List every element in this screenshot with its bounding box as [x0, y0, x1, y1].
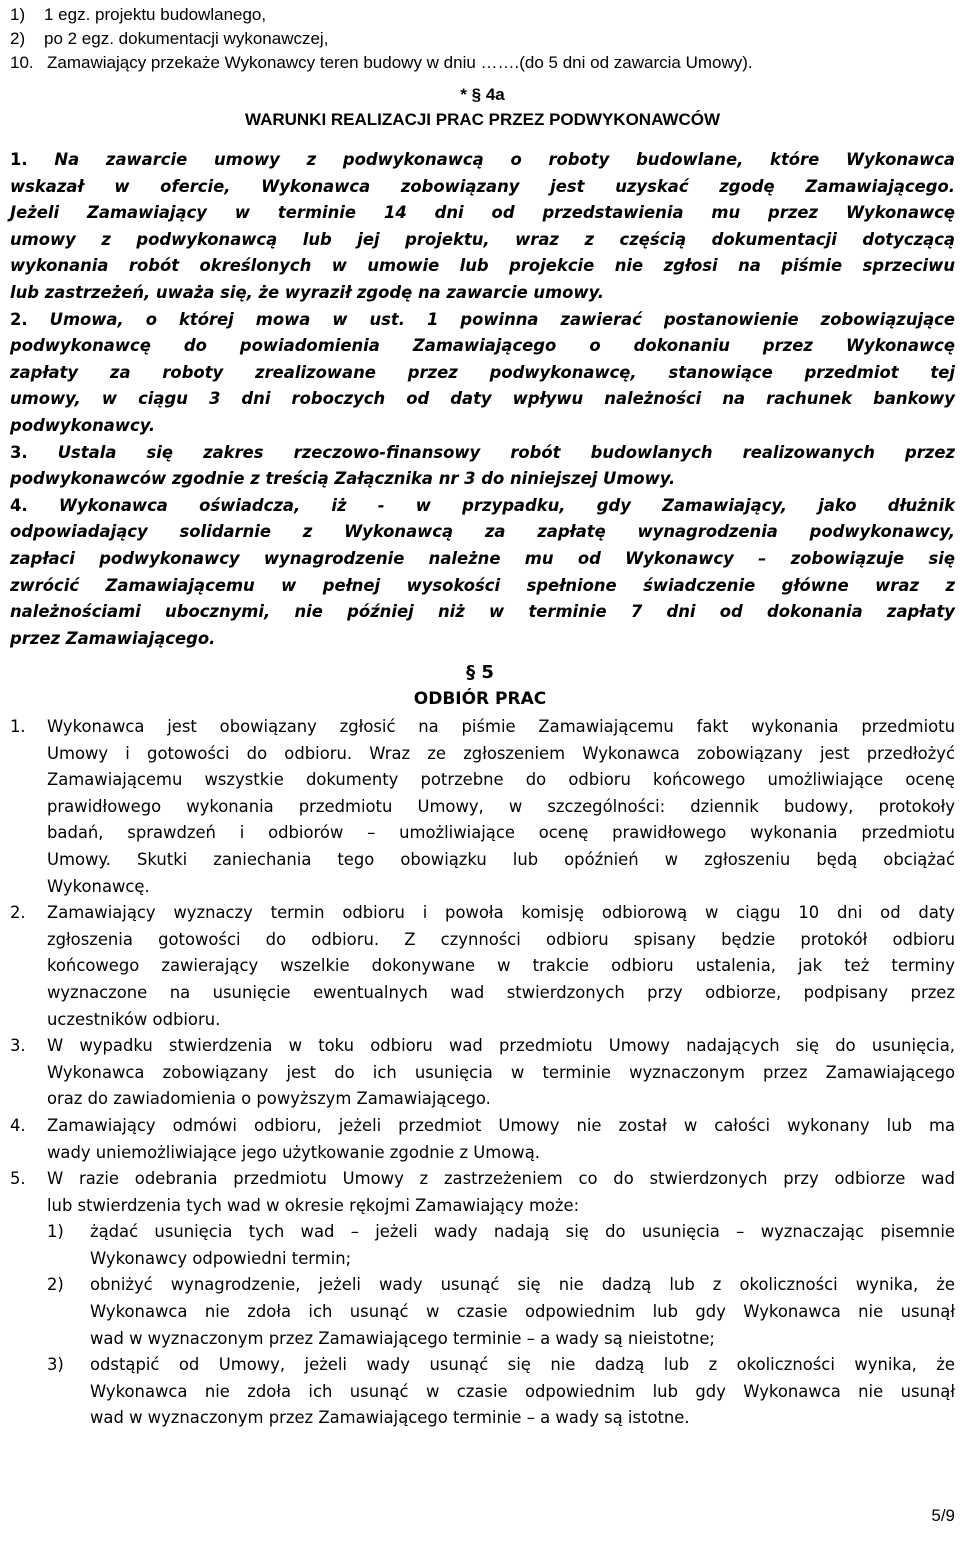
- point-text: Zamawiający przekaże Wykonawcy teren budowy w dniu …….(do 5 dni od zawarcia Umowy).: [47, 53, 753, 72]
- text-line: Wykonawcę.: [47, 876, 150, 896]
- list-item: [10, 3, 950, 27]
- text-line: wyznaczone na usunięcie ewentualnych wad stwierdzonych przy odbiorze, podpisany przez: [47, 982, 955, 1002]
- text-line: wad w wyznaczonym przez Zamawiającego terminie – a wady są nieistotne;: [90, 1328, 715, 1348]
- section-5-heading: [0, 660, 960, 712]
- text-line: prawidłowego wykonania przedmiotu Umowy, w szczególności: dziennik budowy, protokoły: [47, 796, 955, 816]
- paragraph-number: 3.: [10, 442, 58, 462]
- list-item: [0, 714, 955, 900]
- list-item: [10, 27, 950, 51]
- paragraph-line: [10, 386, 955, 413]
- list-item-number: 5.: [10, 1169, 26, 1189]
- sub-list-item: [0, 1352, 955, 1432]
- paragraph-text: wskazał w ofercie, Wykonawca zobowiązany jest uzyskać zgodę Zamawiającego.: [10, 176, 955, 196]
- paragraph-text: Wykonawca oświadcza, iż - w przypadku, gdy Zamawiający, jako dłużnik: [58, 495, 955, 515]
- paragraph-4: [10, 493, 955, 653]
- list-item-number: 3.: [10, 1036, 26, 1056]
- list-item-text: 1 egz. projektu budowlanego,: [44, 5, 267, 24]
- section-number: [10, 82, 955, 107]
- text-line: Zamawiający odmówi odbioru, jeżeli przedmiot Umowy nie został w całości wykonany lub ma: [47, 1115, 955, 1135]
- sub-list-item-number: 1): [47, 1222, 64, 1242]
- paragraph-line: [10, 227, 955, 254]
- top-list: [10, 3, 950, 75]
- text-line: odstąpić od Umowy, jeżeli wady usunąć się nie dadzą lub z okoliczności wynika, że: [90, 1355, 955, 1375]
- paragraph-line: [10, 253, 955, 280]
- text-line: Wykonawca zobowiązany jest do ich usunięcia w terminie wyznaczonym przez Zamawiającego: [47, 1062, 955, 1082]
- list-item-number: 1): [10, 5, 26, 24]
- paragraph-text: zwrócić Zamawiającemu w pełnej wysokości spełnione świadczenie główne wraz z: [10, 575, 955, 595]
- point-number: 10.: [10, 53, 34, 72]
- text-line: uczestników odbioru.: [47, 1009, 221, 1029]
- section-title: ODBIÓR PRAC: [413, 689, 547, 709]
- paragraph-line: [10, 546, 955, 573]
- section-4a-heading: [10, 82, 955, 132]
- paragraph-number: 2.: [10, 309, 50, 329]
- paragraph-text: zapłaci podwykonawcy wynagrodzenie należne mu od Wykonawcy – zobowiązuje się: [10, 548, 955, 568]
- paragraph-text: należnościami ubocznymi, nie później niż w terminie 7 dni od dokonania zapłaty: [10, 602, 955, 622]
- list-item-number: 2.: [10, 903, 26, 923]
- text-line: obniżyć wynagrodzenie, jeżeli wady usunąć się nie dadzą lub z okoliczności wynika, że: [90, 1275, 955, 1295]
- list-item: [0, 1113, 955, 1166]
- text-line: żądać usunięcia tych wad – jeżeli wady nadają się do usunięcia – wyznaczając pisemnie: [90, 1222, 955, 1242]
- paragraph-line: [10, 599, 955, 626]
- paragraph-number: 4.: [10, 495, 59, 515]
- paragraph-line: [10, 413, 955, 440]
- list-item-text: [47, 1113, 955, 1166]
- list-item-text: po 2 egz. dokumentacji wykonawczej,: [44, 29, 329, 48]
- sub-list-item-text: [90, 1352, 955, 1432]
- sub-list-item-number: 2): [47, 1275, 64, 1295]
- paragraph-text: lub zastrzeżeń, uważa się, że wyraził zgodę na zawarcie umowy.: [10, 282, 604, 302]
- list-item-text: [47, 1033, 955, 1113]
- text-line: badań, sprawdzeń i odbiorów – umożliwiające ocenę prawidłowego wykonania przedmiotu: [47, 823, 955, 843]
- text-line: końcowego zawierający wszelkie dokonywane w trakcie odbioru ustalenia, jak też terminy: [47, 956, 955, 976]
- section-number: [0, 660, 960, 686]
- list-item: [0, 900, 955, 1033]
- sub-list-item-text: [90, 1272, 955, 1352]
- text-line: Wykonawca nie zdoła ich usunąć w czasie odpowiednim lub gdy Wykonawca nie usunął: [90, 1302, 955, 1322]
- paragraph-line: [10, 440, 955, 467]
- paragraph-line: [10, 147, 955, 174]
- paragraph-text: odpowiadający solidarnie z Wykonawcą za zapłatę wynagrodzenia podwykonawcy,: [10, 522, 955, 542]
- text-line: wad w wyznaczonym przez Zamawiającego terminie – a wady są istotne.: [90, 1408, 690, 1428]
- point-10: [0, 51, 950, 75]
- section-4a-body: [10, 147, 955, 652]
- section-number-value: 5: [481, 662, 494, 683]
- paragraph-text: umowy, w ciągu 3 dni roboczych od daty wpływu należności na rachunek bankowy: [10, 389, 955, 409]
- asterisk: *: [460, 85, 467, 104]
- list-item-number: 2): [10, 29, 26, 48]
- paragraph-text: Jeżeli Zamawiający w terminie 14 dni od przedstawienia mu przez Wykonawcę: [10, 203, 955, 223]
- paragraph-text: zapłaty za roboty zrealizowane przez podwykonawcę, stanowiące przedmiot tej: [10, 362, 955, 382]
- paragraph-line: [10, 333, 955, 360]
- paragraph-text: Ustala się zakres rzeczowo-finansowy robót budowlanych realizowanych przez: [57, 442, 955, 462]
- paragraph-text: przez Zamawiającego.: [10, 628, 216, 648]
- text-line: Zamawiającemu wszystkie dokumenty potrzebne do odbioru końcowego umożliwiające ocenę: [47, 770, 955, 790]
- paragraph-text: wykonania robót określonych w umowie lub projekcie nie zgłosi na piśmie sprzeciwu: [10, 256, 955, 276]
- section-number-value: 4a: [485, 85, 505, 104]
- paragraph-3: [10, 440, 955, 493]
- sub-list-item-text: [90, 1219, 955, 1272]
- sub-list-item: [0, 1219, 955, 1272]
- text-line: Wykonawca jest obowiązany zgłosić na piśmie Zamawiającemu fakt wykonania przedmiotu: [47, 717, 955, 736]
- text-line: lub stwierdzenia tych wad w okresie rękojmi Zamawiający może:: [47, 1195, 580, 1215]
- paragraph-sign: §: [471, 85, 482, 104]
- paragraph-line: [10, 626, 955, 653]
- text-line: W razie odebrania przedmiotu Umowy z zastrzeżeniem co do stwierdzonych przy odbiorze wad: [47, 1169, 955, 1189]
- section-title: WARUNKI REALIZACJI PRAC PRZEZ PODWYKONAWCÓW: [244, 110, 721, 129]
- paragraph-line: [10, 174, 955, 201]
- paragraph-line: [10, 466, 955, 493]
- list-item: [0, 1033, 955, 1113]
- text-line: Wykonawca nie zdoła ich usunąć w czasie odpowiednim lub gdy Wykonawca nie usunął: [90, 1381, 955, 1401]
- paragraph-text: podwykonawcę do powiadomienia Zamawiającego o dokonaniu przez Wykonawcę: [10, 336, 955, 356]
- page-number: 5/9: [931, 1506, 955, 1525]
- paragraph-text: podwykonawców zgodnie z treścią Załącznika nr 3 do niniejszej Umowy.: [10, 469, 676, 489]
- paragraph-line: [10, 280, 955, 307]
- paragraph-text: Na zawarcie umowy z podwykonawcą o roboty budowlane, które Wykonawca: [54, 150, 955, 169]
- paragraph-number: 1.: [10, 150, 55, 169]
- text-line: W wypadku stwierdzenia w toku odbioru wad przedmiotu Umowy nadających się do usunięcia,: [47, 1036, 955, 1056]
- text-line: wady uniemożliwiające jego użytkowanie zgodnie z Umową.: [47, 1142, 540, 1162]
- paragraph-sign: §: [466, 662, 476, 683]
- text-line: Umowy i gotowości do odbioru. Wraz ze zgłoszeniem Wykonawca zobowiązany jest przedłożyć: [47, 743, 955, 763]
- list-item-text: [47, 714, 955, 900]
- paragraph-2: [10, 307, 955, 440]
- list-item: [0, 1166, 955, 1219]
- list-item-text: [47, 900, 955, 1033]
- sub-list-item-number: 3): [47, 1355, 64, 1375]
- list-item-number: 4.: [10, 1115, 26, 1135]
- paragraph-text: Umowa, o której mowa w ust. 1 powinna zawierać postanowienie zobowiązujące: [49, 309, 956, 329]
- list-item-text: [47, 1166, 955, 1219]
- paragraph-line: [10, 307, 955, 334]
- paragraph-line: [10, 200, 955, 227]
- section-5-body: [0, 714, 955, 1432]
- list-item-number: 1.: [10, 717, 26, 736]
- text-line: Umowy. Skutki zaniechania tego obowiązku lub opóźnień w zgłoszeniu będą obciążać: [47, 849, 955, 869]
- paragraph-text: umowy z podwykonawcą lub jej projektu, wraz z częścią dokumentacji dotyczącą: [10, 229, 955, 249]
- paragraph-line: [10, 519, 955, 546]
- text-line: Zamawiający wyznaczy termin odbioru i powoła komisję odbiorową w ciągu 10 dni od daty: [47, 903, 955, 923]
- paragraph-line: [10, 493, 955, 520]
- text-line: Wykonawcy odpowiedni termin;: [90, 1248, 352, 1268]
- sub-list-item: [0, 1272, 955, 1352]
- paragraph-line: [10, 573, 955, 600]
- text-line: oraz do zawiadomienia o powyższym Zamawiającego.: [47, 1089, 491, 1109]
- paragraph-text: podwykonawcy.: [10, 415, 156, 435]
- paragraph-1: [10, 147, 955, 307]
- text-line: zgłoszenia gotowości do odbioru. Z czynności odbioru spisany będzie protokół odbioru: [47, 929, 955, 949]
- paragraph-line: [10, 360, 955, 387]
